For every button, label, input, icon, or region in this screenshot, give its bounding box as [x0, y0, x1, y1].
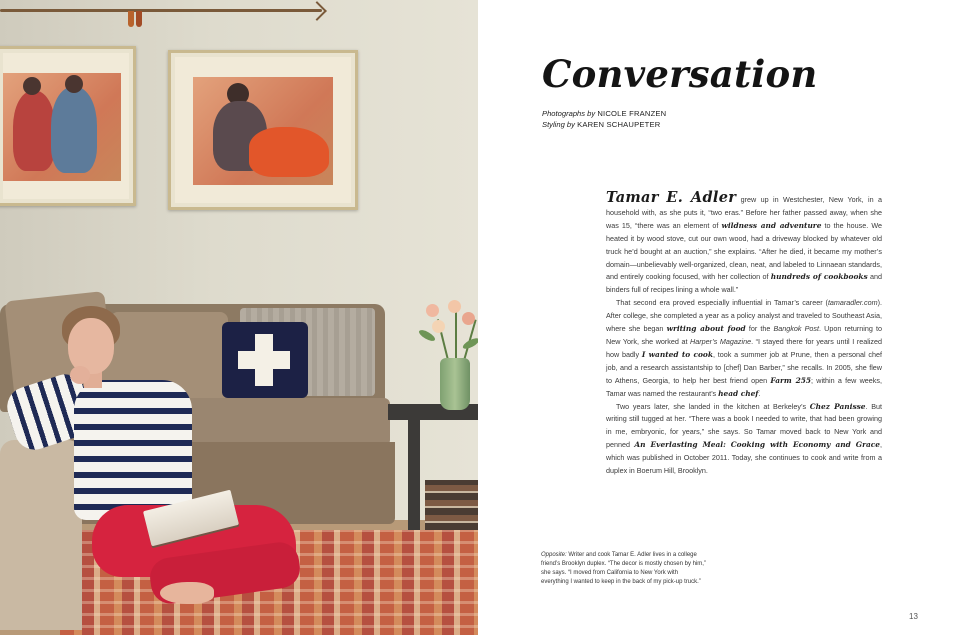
tulip-flower-icon — [432, 320, 445, 333]
tulip-flower-icon — [448, 300, 461, 313]
publication-title: Bangkok Post — [773, 324, 820, 334]
website-text: tamaradler.com — [827, 298, 878, 308]
photo-credits — [542, 108, 666, 130]
credit-label: Styling by — [542, 120, 575, 129]
striped-sweater — [74, 380, 192, 520]
photo-caption — [541, 551, 707, 587]
caption-label: Opposite: — [541, 552, 567, 558]
credit-line — [542, 108, 666, 119]
page-title: Conversation — [542, 52, 818, 96]
emphasis: wildness and adventure — [721, 220, 822, 230]
emphasis: writing about food — [666, 324, 746, 334]
emphasis: Chez Panisse — [809, 401, 866, 411]
caption-text: Writer and cook Tamar E. Adler lives in a college friend’s Brooklyn duplex. “The decor is mostly chosen by him,” she says. “I moved from California to New York with everything I wanted to keep in the back of my pick-up truck.” — [541, 552, 706, 585]
book-title: An Everlasting Meal: Cooking with Economy and Grace — [634, 440, 881, 450]
framed-print-left — [0, 46, 136, 206]
bare-foot — [160, 582, 214, 604]
article-paragraph: Tamar E. Adler grew up in Westchester, New York, in a household with, as she puts it, “two eras.” Before her father passed away, when she was 15, “there was an element of wildness and adventure to the house. We heated it by wood stove, cut our own wood, had a driveway blocked by whatever old truck he’d bought at an auction,” she explains. “After he died, it became my mother’s domain—unbelievably well-organized, clean, neat, and labeled to Linnaean standards, and entirely cooking focused, with her collection of hundreds of cookbooks and binders full of recipes lining a whole wall.” — [606, 189, 882, 295]
hand — [70, 366, 90, 384]
face — [68, 318, 114, 374]
book-stack — [425, 480, 478, 530]
emphasis: head chef — [718, 388, 759, 398]
emphasis: I wanted to cook — [641, 349, 713, 359]
lead-name: Tamar E. Adler — [606, 189, 737, 206]
decorative-arrow — [0, 9, 322, 12]
publication-title: Harper’s Magazine — [690, 336, 752, 346]
credit-name: KAREN SCHAUPETER — [577, 120, 661, 129]
emphasis: hundreds of cookbooks — [770, 272, 868, 282]
glass-vase — [440, 358, 470, 410]
arrow-tip-icon — [307, 1, 327, 21]
article-paragraph: That second era proved especially influential in Tamar’s career (tamaradler.com). After college, she completed a year as a policy analyst and traveled to Southeast Asia, where she began writing about food for the Bangkok Post. Upon returning to New York, she worked at Harper’s Magazine. “I stayed there for years until I realized how badly I wanted to cook, took a summer job at Prune, then a personal chef job, and a research assistantship to [chef] Dan Barber,” she recalls. In 2005, she flew to Athens, Georgia, to help her best friend open Farm 255; within a few weeks, Tamar was named the restaurant’s head chef. — [606, 298, 882, 398]
framed-print-right — [168, 50, 358, 210]
article-body — [606, 189, 883, 478]
emphasis: Farm 255 — [770, 375, 812, 385]
tulip-flower-icon — [426, 304, 439, 317]
tulip-flower-icon — [462, 312, 475, 325]
credit-line — [542, 119, 666, 130]
credit-label: Photographs by — [542, 109, 596, 118]
feather-icon — [136, 11, 142, 27]
article-paragraph: Two years later, she landed in the kitchen at Berkeley’s Chez Panisse. But writing still tugged at her. “There was a book I needed to write, that had been growing in me, embryonic, for years,” she says. So Tamar moved back to New York and penned An Everlasting Meal: Cooking with Economy and Grace, which was published in October 2011. Today, she continues to cook and write from a duplex in Boerum Hill, Brooklyn. — [606, 401, 883, 476]
sofa-arm — [0, 440, 82, 630]
page-number: 13 — [909, 612, 918, 621]
feather-icon — [128, 11, 134, 27]
credit-name: NICOLE FRANZEN — [597, 109, 667, 118]
